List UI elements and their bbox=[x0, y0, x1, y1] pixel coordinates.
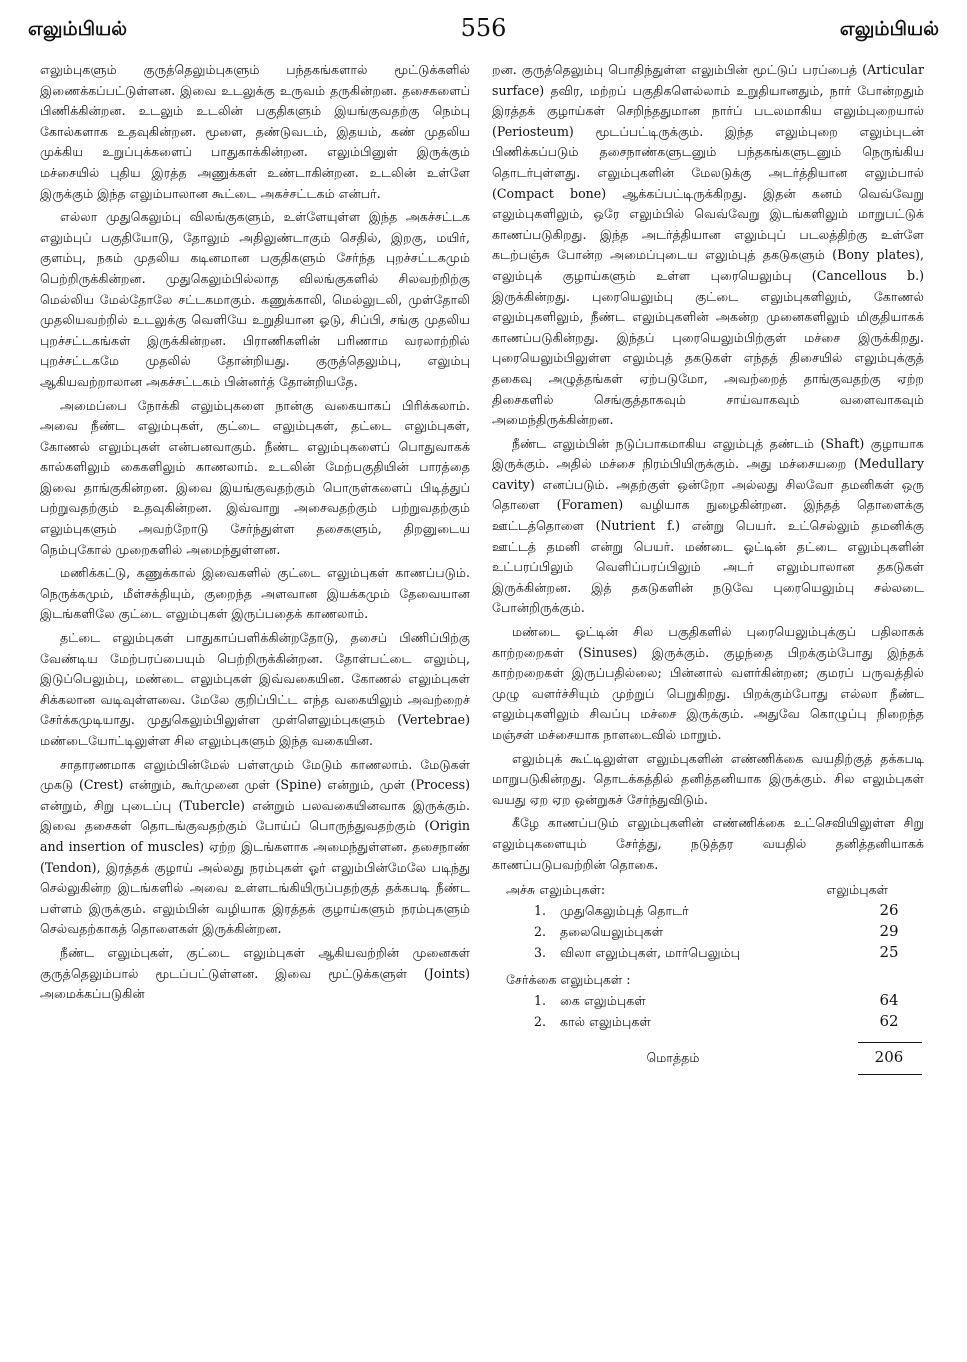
paragraph: அமைப்பை நோக்கி எலும்புகளை நான்கு வகையாகப் பிரிக்கலாம். அவை நீண்ட எலும்புகள், குட்டை எலும்புகள், தட்டை எலும்புகள், கோணல் எலும்புகள் என்பனவாகும். நீண்ட எலும்புகளைப் பொதுவாகக் கால்களிலும் கைகளிலும் காணலாம். உடலின் மேற்பகுதியின் பாரத்தை இவை தாங்குகின்றன. இவை இயங்குவதற்கும் பொருள்களைப் பிடித்துப் பற்றுவதற்கும் உதவுகின்றன. இவ்வாறு அசைவதற்கும் பற்றுவதற்கும் எலும்புகளும் அவற்றோடு சேர்ந்துள்ள தசைகளும், திறனுடைய நெம்புகோல் முறைகளில் அமைந்துள்ளன. bbox=[40, 397, 470, 557]
paragraph: தட்டை எலும்புகள் பாதுகாப்பளிக்கின்றதோடு, தசைப் பிணிப்பிற்கு வேண்டிய மேற்பரப்பையும் பெற்றிருக்கின்றன. தோள்பட்டை எலும்பு, இடுப்பெலும்பு, மண்டை எலும்புகள் இவ்வகையின. கோணல் எலும்புகள் சிக்கலான வடிவுள்ளவை. மேலே குறிப்பிட்ட எந்த வகையிலும் அவற்றைச் சேர்க்கமுடியாது. முதுகெலும்பிலுள்ள முள்ளெலும்புகளும் (Vertebrae) மண்டையோட்டிலுள்ள சில எலும்புகளும் இந்த வகையின. bbox=[40, 630, 470, 748]
row-value: 62 bbox=[879, 1012, 899, 1031]
paragraph: எல்லா முதுகெலும்பு விலங்குகளும், உள்ளேயுள்ள இந்த அகச்சட்டக எலும்புப் பகுதியோடு, தோலும் அதிலுண்டாகும் செதில், இறகு, மயிர், குளம்பு, நகம் முதலிய கடினமான பகுதிகளும் சேர்ந்த புறச்சட்டகமும் பெற்றிருக்கின்றன. முதுகெலும்பில்லாத விலங்குகளில் சிலவற்றிற்கு மெல்லிய மேல்தோலே சட்டகமாகும். கணுக்காலி, மெல்லுடலி, முள்தோலி முதலியவற்றில் உடலுக்கு வெளியே உறுதியான ஓடு, சிப்பி, சங்கு முதலிய புறச்சட்டகங்கள் இருக்கின்றன. பிராணிகளின் பரிணாம வரலாற்றில் புறச்சட்டகமே முதலில் தோன்றியது. குருத்தெலும்பு, எலும்பு ஆகியவற்றாலான அகச்சட்டகம் பின்னர்த் தோன்றியதே. bbox=[40, 209, 470, 389]
row-number: 1. bbox=[534, 993, 547, 1009]
axial-heading: அச்சு எலும்புகள்: bbox=[506, 882, 606, 898]
table-row bbox=[492, 990, 924, 1011]
appendicular-heading: சேர்க்கை எலும்புகள் : bbox=[506, 972, 631, 988]
row-label: விலா எலும்புகள், மார்பெலும்பு bbox=[560, 945, 741, 961]
total-row bbox=[492, 1047, 924, 1068]
total-label: மொத்தம் bbox=[646, 1050, 700, 1066]
running-title-right: எலும்பியல் bbox=[839, 18, 939, 40]
row-number: 2. bbox=[534, 1014, 547, 1030]
running-title-left: எலும்பியல் bbox=[28, 18, 128, 40]
count-column-heading: எலும்புகள் bbox=[826, 882, 888, 898]
row-label: கை எலும்புகள் bbox=[560, 993, 646, 1009]
paragraph: நீண்ட எலும்பின் நடுப்பாகமாகிய எலும்புத் தண்டம் (Shaft) குழாயாக இருக்கும். அதில் மச்சை நிரம்பியிருக்கும். அது மச்சையறை (Medullary cavity) எனப்படும். அதற்குள் ஒன்றோ அல்லது சிலவோ தமனிகள் ஒரு தொளை (Foramen) வழியாக நுழைகின்றன. இந்தத் தொளைக்கு ஊட்டத்தொளை (Nutrient f.) என்று பெயர். உட்செல்லும் தமனிக்கு ஊட்டத் தமனி என்று பெயர். மண்டை ஓட்டின் தட்டை எலும்புகளின் உட்பரப்பிலும் வெளிப்பரப்பிலும் அடர் எலும்பாலான தகடுகள் இருக்கின்றன. இத் தகடுகளின் நடுவே புரையெலும்பு சல்லடை போன்றிருக்கும். bbox=[492, 435, 924, 616]
total-value: 206 bbox=[874, 1048, 904, 1067]
table-row bbox=[492, 900, 924, 921]
row-value: 29 bbox=[879, 922, 899, 941]
page-header bbox=[28, 14, 939, 50]
paragraph: மண்டை ஓட்டின் சில பகுதிகளில் புரையெலும்புக்குப் பதிலாகக் காற்றறைகள் (Sinuses) இருக்கும். குழந்தை பிறக்கும்போது இந்தக் காற்றறைகள் இருப்பதில்லை; பின்னால் வளர்கின்றன; குமரப் பருவத்தில் முழு வளர்ச்சியும் முற்றுப் பெறுகிறது. பிறக்கும்போது எல்லா நீண்ட எலும்புகளிலும் சிவப்பு மச்சை இருக்கும். அதுவே கொழுப்பு நிறைந்த மஞ்சள் மச்சையாக நாளடைவில் மாறும். bbox=[492, 624, 924, 742]
table-header bbox=[492, 879, 924, 900]
paragraph: சாதாரணமாக எலும்பின்மேல் பள்ளமும் மேடும் காணலாம். மேடுகள் முகடு (Crest) என்றும், கூர்முனை முள் (Spine) என்றும், முள் (Process) என்றும், சிறு புடைப்பு (Tubercle) என்றும் பலவகையினவாக இருக்கும். இவை தசைகள் தொடங்குவதற்கும் போய்ப் பொருந்துவதற்கும் (Origin and insertion of muscles) ஏற்ற இடங்களாக அமைந்துள்ளன. தசைநாண் (Tendon), இரத்தக் குழாய் அல்லது நரம்புகள் ஓர் எலும்பின்மேலே படிந்து செல்லுகின்ற இடங்களில் அவை உள்ளடங்கியிருப்பதற்குத் தக்கபடி நீண்ட பள்ளம் இருக்கும். எலும்பின் வழியாக இரத்தக் குழாய்களும் நரம்புகளும் செல்வதற்காகத் தொளைகள் இருக்கின்றன. bbox=[40, 756, 470, 937]
right-column bbox=[492, 60, 924, 1355]
table-row bbox=[492, 921, 924, 942]
row-number: 3. bbox=[534, 945, 547, 961]
row-label: கால் எலும்புகள் bbox=[560, 1014, 651, 1030]
table-row bbox=[492, 1011, 924, 1032]
total-rule bbox=[858, 1074, 922, 1075]
paragraph: றன. குருத்தெலும்பு பொதிந்துள்ள எலும்பின் மூட்டுப் பரப்பைத் (Articular surface) தவிர, மற்றப் பகுதிகளெல்லாம் உறுதியானதும், நார் போன்றதும் இரத்தக் குழாய்கள் செறிந்ததுமான நார்ப் படலமாகிய எலும்புறையால் (Periosteum) மூடப்பட்டிருக்கும். இந்த எலும்புறை எலும்புடன் பிணிக்கப்படும் தசைநாண்களுடனும் பந்தகங்களுடனும் நெருங்கிய தொடர்புள்ளது. எலும்புகளின் மேலடுக்கு அடர்த்தியான எலும்பால் (Compact bone) ஆக்கப்பட்டிருக்கிறது. இதன் கனம் வெவ்வேறு எலும்புகளிலும், ஒரே எலும்பில் வெவ்வேறு இடங்களிலும் மாறுபட்டுக் காணப்படுகிறது. இந்த அடர்த்தியான எலும்புப் படலத்திற்கு உள்ளே கடற்பஞ்சு போன்ற அமைப்புடைய எலும்புத் தகடுகளும் (Bony plates), எலும்புக் குழாய்களும் உள்ள புரையெலும்பு (Cancellous b.) இருக்கின்றது. புரையெலும்பு குட்டை எலும்புகளிலும், கோணல் எலும்புகளிலும், நீண்ட எலும்புகளின் அகன்ற முனைகளிலும் மிகுதியாகக் காணப்படுகின்றது. இந்தப் புரையெலும்பிற்குள் மச்சை இருக்கிறது. புரையெலும்பிலுள்ள எலும்புத் தகடுகள் எந்தத் திசையில் எலும்புக்குத் தகைவு அழுத்தங்கள் ஏற்படுமோ, அவற்றைத் தாங்குவதற்கு ஏற்ற திசைகளில் செங்குத்தாகவும் சாய்வாகவும் வளைவாகவும் அமைந்திருக்கின்றன. bbox=[492, 62, 924, 428]
paragraph: எலும்புக் கூட்டிலுள்ள எலும்புகளின் எண்ணிக்கை வயதிற்குத் தக்கபடி மாறுபடுகின்றது. தொடக்கத்தில் தனித்தனியாக இருக்கும். சில எலும்புகள் வயது ஏற ஏற ஒன்றுகச் சேர்ந்துவிடும். bbox=[492, 750, 924, 807]
sum-rule bbox=[858, 1042, 922, 1043]
row-value: 64 bbox=[879, 991, 899, 1010]
row-value: 25 bbox=[879, 943, 899, 962]
paragraph: மணிக்கட்டு, கணுக்கால் இவைகளில் குட்டை எலும்புகள் காணப்படும். நெருக்கமும், மீள்சக்தியும், குறைந்த அளவான இயக்கமும் தேவையான இடங்களிலே குட்டை எலும்புகள் இருப்பதைக் காணலாம். bbox=[40, 565, 470, 622]
left-column bbox=[40, 60, 470, 1355]
row-number: 1. bbox=[534, 903, 547, 919]
table-row bbox=[492, 942, 924, 963]
paragraph: எலும்புகளும் குருத்தெலும்புகளும் பந்தகங்களால் மூட்டுக்களில் இணைக்கப்பட்டுள்ளன. இவை உடலுக்கு உருவம் தருகின்றன. தசைகளைப் பிணிக்கின்றன. உடலும் உடலின் பகுதிகளும் இயங்குவதற்கு நெம்பு கோல்களாக உதவுகின்றன. மூளை, தண்டுவடம், இதயம், கண் முதலிய முக்கிய உறுப்புக்களைப் பாதுகாக்கின்றன. எலும்பினுள் இருக்கும் மச்சையில் புதிய இரத்த அணுக்கள் உண்டாகின்றன. உடலின் உள்ளே இருக்கும் இந்த எலும்பாலான கூட்டை அகச்சட்டகம் என்பர். bbox=[40, 62, 470, 201]
row-label: முதுகெலும்புத் தொடர் bbox=[560, 903, 689, 919]
page-number: 556 bbox=[460, 14, 507, 42]
row-label: தலையெலும்புகள் bbox=[560, 924, 664, 940]
row-value: 26 bbox=[879, 901, 899, 920]
paragraph: கீழே காணப்படும் எலும்புகளின் எண்ணிக்கை உட்செவியிலுள்ள சிறு எலும்புகளையும் சேர்த்து, நடுத்தர வயதில் தனித்தனியாகக் காணப்படுபவற்றின் தொகை. bbox=[492, 815, 924, 872]
bone-count-table bbox=[492, 879, 924, 1075]
row-number: 2. bbox=[534, 924, 547, 940]
paragraph: நீண்ட எலும்புகள், குட்டை எலும்புகள் ஆகியவற்றின் முனைகள் குருத்தெலும்பால் மூடப்பட்டுள்ளன. இவை மூட்டுக்களுள் (Joints) அமைக்கப்படுகின் bbox=[40, 944, 470, 1002]
